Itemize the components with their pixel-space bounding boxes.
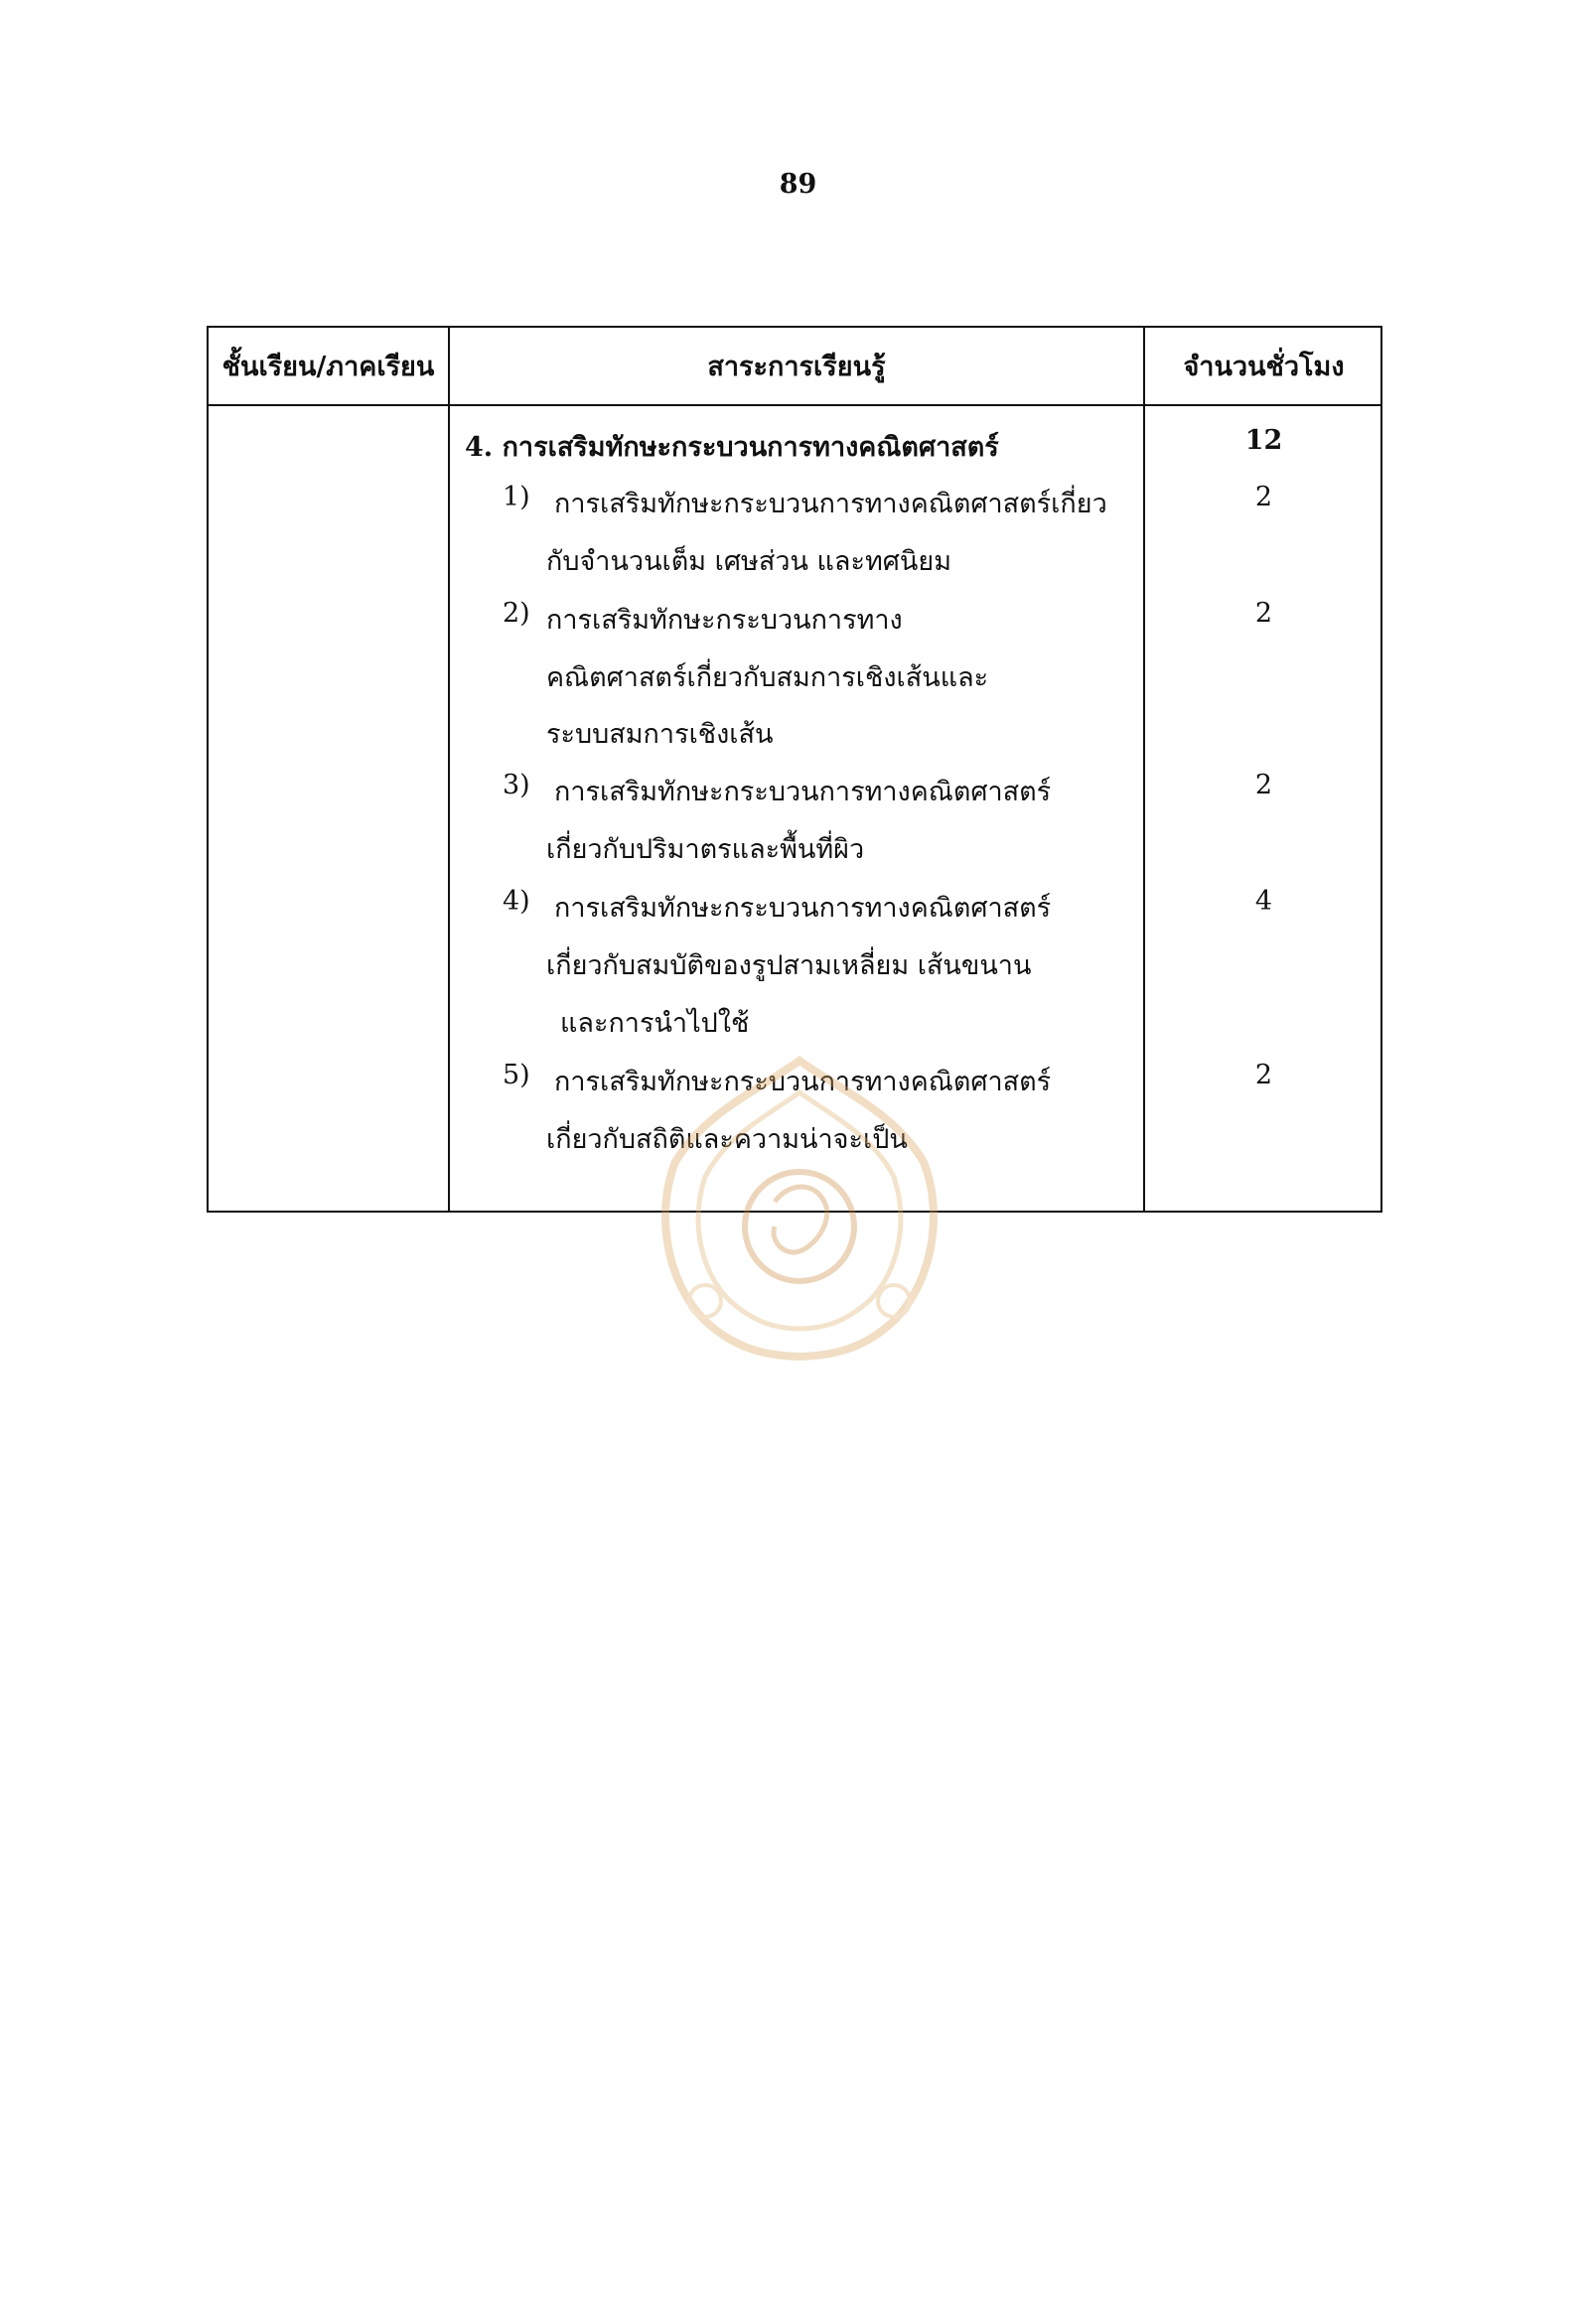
item-line: การเสริมทักษะกระบวนการทางคณิตศาสตร์เกี่ยว <box>554 489 1107 519</box>
item-hours: 2 <box>1254 770 1273 800</box>
item-line: และการนำไปใช้ <box>560 1008 750 1039</box>
item-line: เกี่ยวกับสมบัติของรูปสามเหลี่ยม เส้นขนาน <box>546 950 1032 981</box>
page-number: 89 <box>779 169 817 200</box>
item-number: 2) <box>503 598 530 629</box>
item-hours: 2 <box>1254 1060 1273 1090</box>
header-learning-content: สาระการเรียนรู้ <box>707 352 886 382</box>
header-hours: จำนวนชั่วโมง <box>1183 352 1345 382</box>
topic-hours: 12 <box>1244 425 1283 456</box>
item-line: กับจำนวนเต็ม เศษส่วน และทศนิยม <box>546 546 951 577</box>
header-grade-semester: ชั้นเรียน/ภาคเรียน <box>221 352 435 382</box>
item-line: เกี่ยวกับปริมาตรและพื้นที่ผิว <box>546 834 865 865</box>
item-line: การเสริมทักษะกระบวนการทาง <box>546 605 903 636</box>
item-line: การเสริมทักษะกระบวนการทางคณิตศาสตร์ <box>554 893 1052 924</box>
curriculum-table <box>207 326 1382 1213</box>
item-number: 3) <box>503 770 530 800</box>
item-line: ระบบสมการเชิงเส้น <box>546 719 774 750</box>
item-line: เกี่ยวกับสถิติและความน่าจะเป็น <box>546 1124 908 1155</box>
item-number: 5) <box>503 1060 530 1090</box>
column-divider <box>448 328 450 1211</box>
item-hours: 4 <box>1254 886 1273 917</box>
item-line: คณิตศาสตร์เกี่ยวกับสมการเชิงเส้นและ <box>546 662 989 693</box>
topic-title: 4. การเสริมทักษะกระบวนการทางคณิตศาสตร์ <box>465 432 999 463</box>
item-line: การเสริมทักษะกระบวนการทางคณิตศาสตร์ <box>554 1067 1052 1097</box>
item-number: 1) <box>503 482 530 512</box>
item-line: การเสริมทักษะกระบวนการทางคณิตศาสตร์ <box>554 777 1052 807</box>
item-hours: 2 <box>1254 598 1273 629</box>
header-divider <box>209 404 1380 406</box>
item-number: 4) <box>503 886 530 917</box>
item-hours: 2 <box>1254 482 1273 512</box>
